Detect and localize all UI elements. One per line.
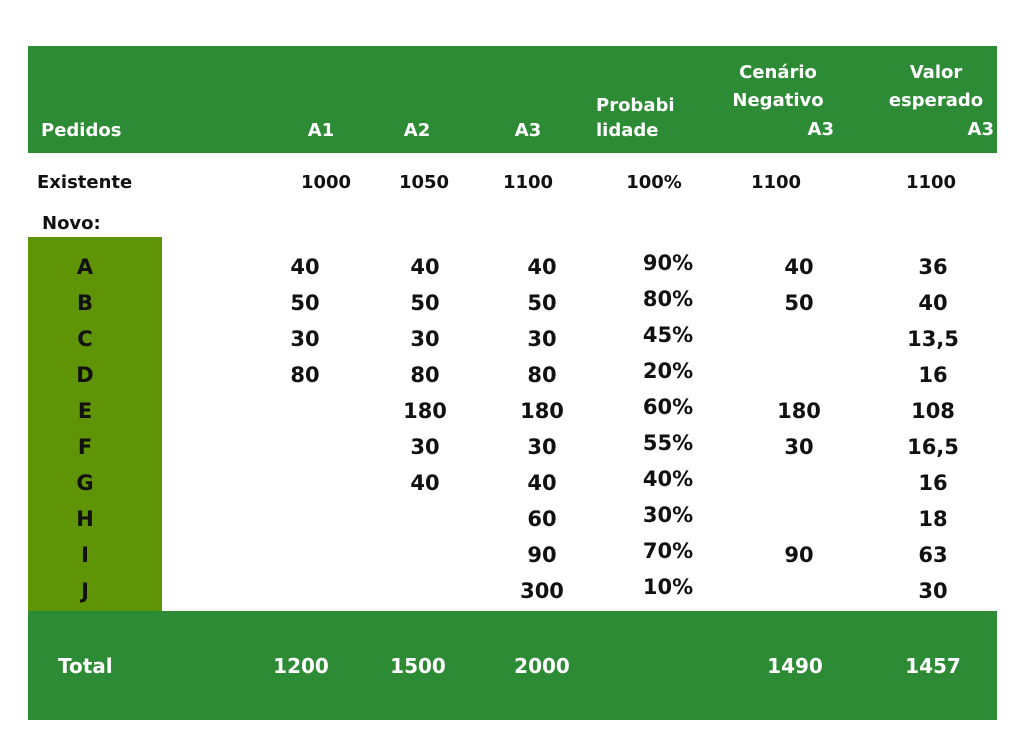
total-a2: 1500 bbox=[390, 654, 446, 678]
cell-c-a3: 30 bbox=[527, 327, 557, 351]
cell-j-valor: 30 bbox=[918, 579, 948, 603]
total-a3: 2000 bbox=[514, 654, 570, 678]
cell-e-a2: 180 bbox=[403, 399, 447, 423]
row-existente-valor: 1100 bbox=[905, 172, 957, 193]
cell-g-valor: 16 bbox=[918, 471, 948, 495]
row-existente-prob: 100% bbox=[626, 172, 682, 193]
cell-b-a3: 50 bbox=[527, 291, 557, 315]
cell-g-label: G bbox=[76, 471, 94, 495]
cell-g-a3: 40 bbox=[527, 471, 557, 495]
row-existente-a1: 1000 bbox=[300, 172, 352, 193]
header-probabilidade-line2: lidade bbox=[596, 120, 659, 141]
cell-c-prob: 45% bbox=[642, 323, 694, 347]
cell-d-label: D bbox=[76, 363, 94, 387]
cell-a-prob: 90% bbox=[642, 251, 694, 275]
cell-c-a2: 30 bbox=[410, 327, 440, 351]
header-cenario-line2: Negativo bbox=[732, 90, 824, 111]
header-valor-line2: esperado bbox=[888, 90, 984, 111]
cell-b-a2: 50 bbox=[410, 291, 440, 315]
cell-d-a1: 80 bbox=[290, 363, 320, 387]
cell-f-a3: 30 bbox=[527, 435, 557, 459]
cell-g-prob: 40% bbox=[642, 467, 694, 491]
header-a1: A1 bbox=[307, 120, 335, 141]
header-a3: A3 bbox=[514, 120, 542, 141]
row-existente-a2: 1050 bbox=[398, 172, 450, 193]
cell-j-label: J bbox=[81, 579, 89, 603]
header-valor-line3: A3 bbox=[967, 119, 994, 140]
cell-e-label: E bbox=[77, 399, 93, 423]
cell-d-valor: 16 bbox=[918, 363, 948, 387]
row-existente-cenario: 1100 bbox=[750, 172, 802, 193]
row-existente-label: Existente bbox=[37, 172, 133, 193]
cell-e-prob: 60% bbox=[642, 395, 694, 419]
cell-c-a1: 30 bbox=[290, 327, 320, 351]
cell-h-label: H bbox=[76, 507, 94, 531]
total-a1: 1200 bbox=[273, 654, 329, 678]
cell-e-valor: 108 bbox=[911, 399, 955, 423]
cell-f-cenario: 30 bbox=[784, 435, 814, 459]
header-valor-line1: Valor bbox=[909, 62, 963, 83]
cell-a-valor: 36 bbox=[918, 255, 948, 279]
cell-b-label: B bbox=[76, 291, 93, 315]
cell-b-prob: 80% bbox=[642, 287, 694, 311]
cell-j-a3: 300 bbox=[520, 579, 564, 603]
cell-a-cenario: 40 bbox=[784, 255, 814, 279]
cell-f-valor: 16,5 bbox=[907, 435, 959, 459]
cell-e-a3: 180 bbox=[520, 399, 564, 423]
header-cenario-line3: A3 bbox=[807, 119, 834, 140]
cell-f-prob: 55% bbox=[642, 431, 694, 455]
header-pedidos: Pedidos bbox=[41, 120, 122, 141]
total-label: Total bbox=[58, 654, 113, 678]
cell-d-a3: 80 bbox=[527, 363, 557, 387]
cell-i-a3: 90 bbox=[527, 543, 557, 567]
cell-c-label: C bbox=[77, 327, 93, 351]
cell-i-prob: 70% bbox=[642, 539, 694, 563]
total-cenario: 1490 bbox=[767, 654, 823, 678]
cell-a-a1: 40 bbox=[290, 255, 320, 279]
cell-i-cenario: 90 bbox=[784, 543, 814, 567]
cell-b-a1: 50 bbox=[290, 291, 320, 315]
header-a2: A2 bbox=[403, 120, 431, 141]
cell-f-label: F bbox=[77, 435, 93, 459]
cell-h-valor: 18 bbox=[918, 507, 948, 531]
total-valor: 1457 bbox=[905, 654, 961, 678]
cell-a-a3: 40 bbox=[527, 255, 557, 279]
cell-h-a3: 60 bbox=[527, 507, 557, 531]
cell-b-valor: 40 bbox=[918, 291, 948, 315]
row-existente-a3: 1100 bbox=[502, 172, 554, 193]
cell-i-valor: 63 bbox=[918, 543, 948, 567]
cell-h-prob: 30% bbox=[642, 503, 694, 527]
cell-d-prob: 20% bbox=[642, 359, 694, 383]
cell-a-label: A bbox=[76, 255, 94, 279]
header-cenario-line1: Cenário bbox=[739, 62, 817, 83]
cell-g-a2: 40 bbox=[410, 471, 440, 495]
cell-d-a2: 80 bbox=[410, 363, 440, 387]
cell-j-prob: 10% bbox=[642, 575, 694, 599]
cell-f-a2: 30 bbox=[410, 435, 440, 459]
header-probabilidade-line1: Probabi bbox=[596, 95, 675, 116]
novo-label: Novo: bbox=[42, 213, 101, 234]
cell-a-a2: 40 bbox=[410, 255, 440, 279]
cell-i-label: I bbox=[81, 543, 89, 567]
cell-e-cenario: 180 bbox=[777, 399, 821, 423]
cell-b-cenario: 50 bbox=[784, 291, 814, 315]
cell-c-valor: 13,5 bbox=[907, 327, 959, 351]
